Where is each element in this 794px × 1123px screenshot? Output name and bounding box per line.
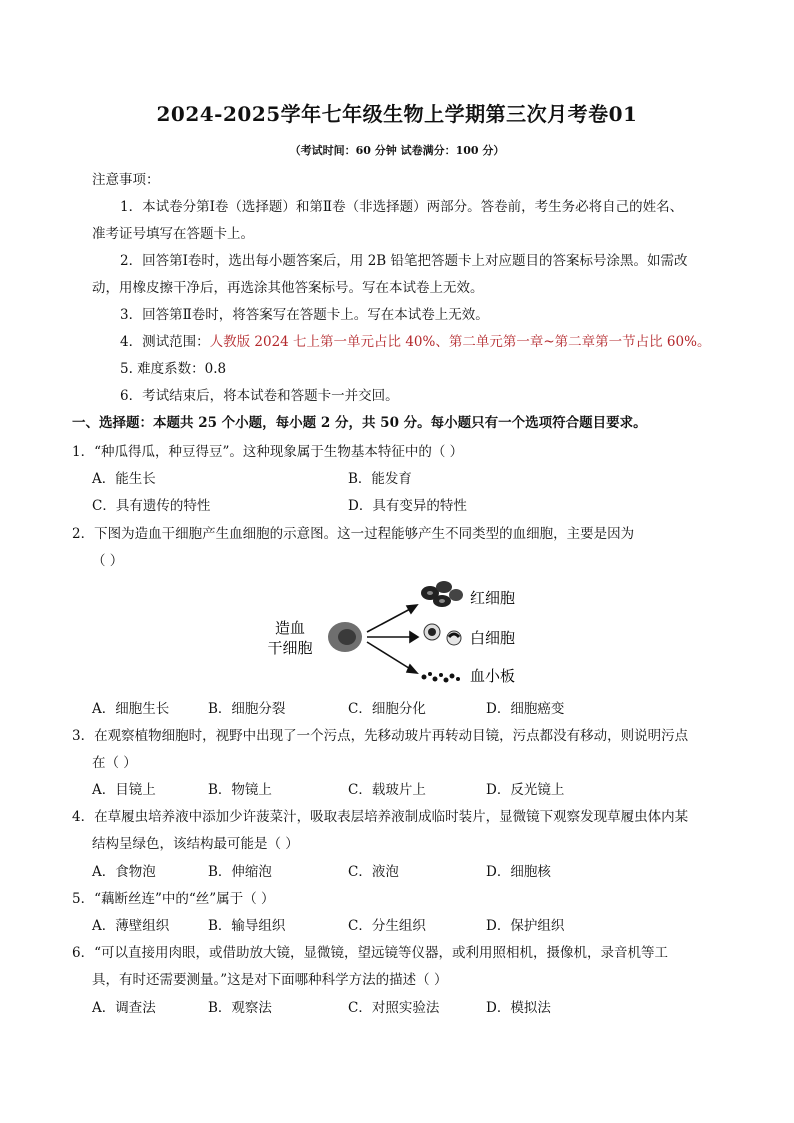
q6-stem-a: 6．“可以直接用肉眼，或借助放大镜，显微镜，望远镜等仪器，或利用照相机，摄像机，录音机等工 xyxy=(72,945,668,961)
q4-option-c: C．液泡 xyxy=(348,864,399,880)
q6-stem-b: 具，有时还需要测量。”这是对下面哪种科学方法的描述（ ） xyxy=(92,972,448,988)
q6-option-c: C．对照实验法 xyxy=(348,1000,440,1016)
q2-stem-b: （ ） xyxy=(92,553,124,569)
q3-stem-b: 在（ ） xyxy=(92,755,137,771)
notice-item-3: 3．回答第Ⅱ卷时，将答案写在答题卡上。写在本试卷上无效。 xyxy=(120,307,489,323)
q1-option-d: D．具有变异的特性 xyxy=(348,498,467,514)
q3-option-b: B．物镜上 xyxy=(208,782,272,798)
q4-option-a: A．食物泡 xyxy=(92,864,156,880)
red-blood-cells-icon xyxy=(421,581,463,607)
q2-option-c: C．细胞分化 xyxy=(348,701,426,717)
arrows xyxy=(367,605,418,673)
hematopoiesis-diagram xyxy=(262,575,542,695)
section-heading: 一、选择题：本题共 25 个小题，每小题 2 分，共 50 分。每小题只有一个选项符合题目要求。 xyxy=(72,415,647,431)
q6-option-b: B．观察法 xyxy=(208,1000,272,1016)
q3-stem-a: 3．在观察植物细胞时，视野中出现了一个污点，先移动玻片再转动目镜，污点都没有移动，则说明污点 xyxy=(72,728,689,744)
notice-item-1b: 准考证号填写在答题卡上。 xyxy=(92,226,254,242)
q4-stem-b: 结构呈绿色，该结构最可能是（ ） xyxy=(92,836,299,852)
notice-item-5: 5. 难度系数：0.8 xyxy=(120,361,227,377)
notice-item-6: 6．考试结束后，将本试卷和答题卡一并交回。 xyxy=(120,388,399,404)
stem-cell-label-1: 造血 xyxy=(274,619,306,637)
label-red-blood-cell: 红细胞 xyxy=(470,589,516,607)
q5-option-a: A．薄壁组织 xyxy=(92,918,170,934)
q1-option-c: C．具有遗传的特性 xyxy=(92,498,211,514)
q5-option-b: B．输导组织 xyxy=(208,918,286,934)
exam-info: （考试时间：60 分钟 试卷满分：100 分） xyxy=(289,144,505,157)
q2-option-a: A．细胞生长 xyxy=(92,701,170,717)
q1-option-a: A．能生长 xyxy=(92,471,156,487)
q5-option-c: C．分生组织 xyxy=(348,918,426,934)
q3-option-c: C．载玻片上 xyxy=(348,782,426,798)
label-platelet: 血小板 xyxy=(470,667,516,685)
q2-stem-a: 2．下图为造血干细胞产生血细胞的示意图。这一过程能够产生不同类型的血细胞，主要是因为 xyxy=(72,526,635,542)
q6-option-a: A．调查法 xyxy=(92,1000,156,1016)
notice-item-4-prefix: 4．测试范围： xyxy=(120,334,210,350)
q5-option-d: D．保护组织 xyxy=(486,918,565,934)
stem-cell-label-2: 干细胞 xyxy=(267,639,313,657)
notice-item-4-scope: 人教版 2024 七上第一单元占比 40%、第二单元第一章~第二章第一节占比 60%。 xyxy=(209,334,711,350)
q2-option-d: D．细胞癌变 xyxy=(486,701,565,717)
white-blood-cells-icon xyxy=(424,624,461,645)
q1-stem: 1．“种瓜得瓜，种豆得豆”。这种现象属于生物基本特征中的（ ） xyxy=(72,444,464,460)
label-white-blood-cell: 白细胞 xyxy=(470,629,516,647)
notice-heading: 注意事项： xyxy=(92,172,160,188)
platelets-icon xyxy=(422,672,461,683)
q3-option-d: D．反光镜上 xyxy=(486,782,565,798)
q4-stem-a: 4．在草履虫培养液中添加少许菠菜汁，吸取表层培养液制成临时装片，显微镜下观察发现草履虫体内某 xyxy=(72,809,689,825)
notice-item-1a: 1．本试卷分第Ⅰ卷（选择题）和第Ⅱ卷（非选择题）两部分。答卷前，考生务必将自己的姓名、 xyxy=(120,199,684,215)
q1-option-b: B．能发育 xyxy=(348,471,412,487)
page-title: 2024-2025学年七年级生物上学期第三次月考卷01 xyxy=(156,102,638,126)
notice-item-4 xyxy=(120,333,710,351)
q2-option-b: B．细胞分裂 xyxy=(208,701,286,717)
q4-option-b: B．伸缩泡 xyxy=(208,864,272,880)
notice-item-2a: 2．回答第Ⅰ卷时，选出每小题答案后，用 2B 铅笔把答题卡上对应题目的答案标号涂黑。如需改 xyxy=(120,253,688,269)
q6-option-d: D．模拟法 xyxy=(486,1000,551,1016)
notice-item-2b: 动，用橡皮擦干净后，再选涂其他答案标号。写在本试卷上无效。 xyxy=(92,280,484,296)
q5-stem: 5．“藕断丝连”中的“丝”属于（ ） xyxy=(72,891,275,907)
q3-option-a: A．目镜上 xyxy=(92,782,156,798)
q4-option-d: D．细胞核 xyxy=(486,864,551,880)
